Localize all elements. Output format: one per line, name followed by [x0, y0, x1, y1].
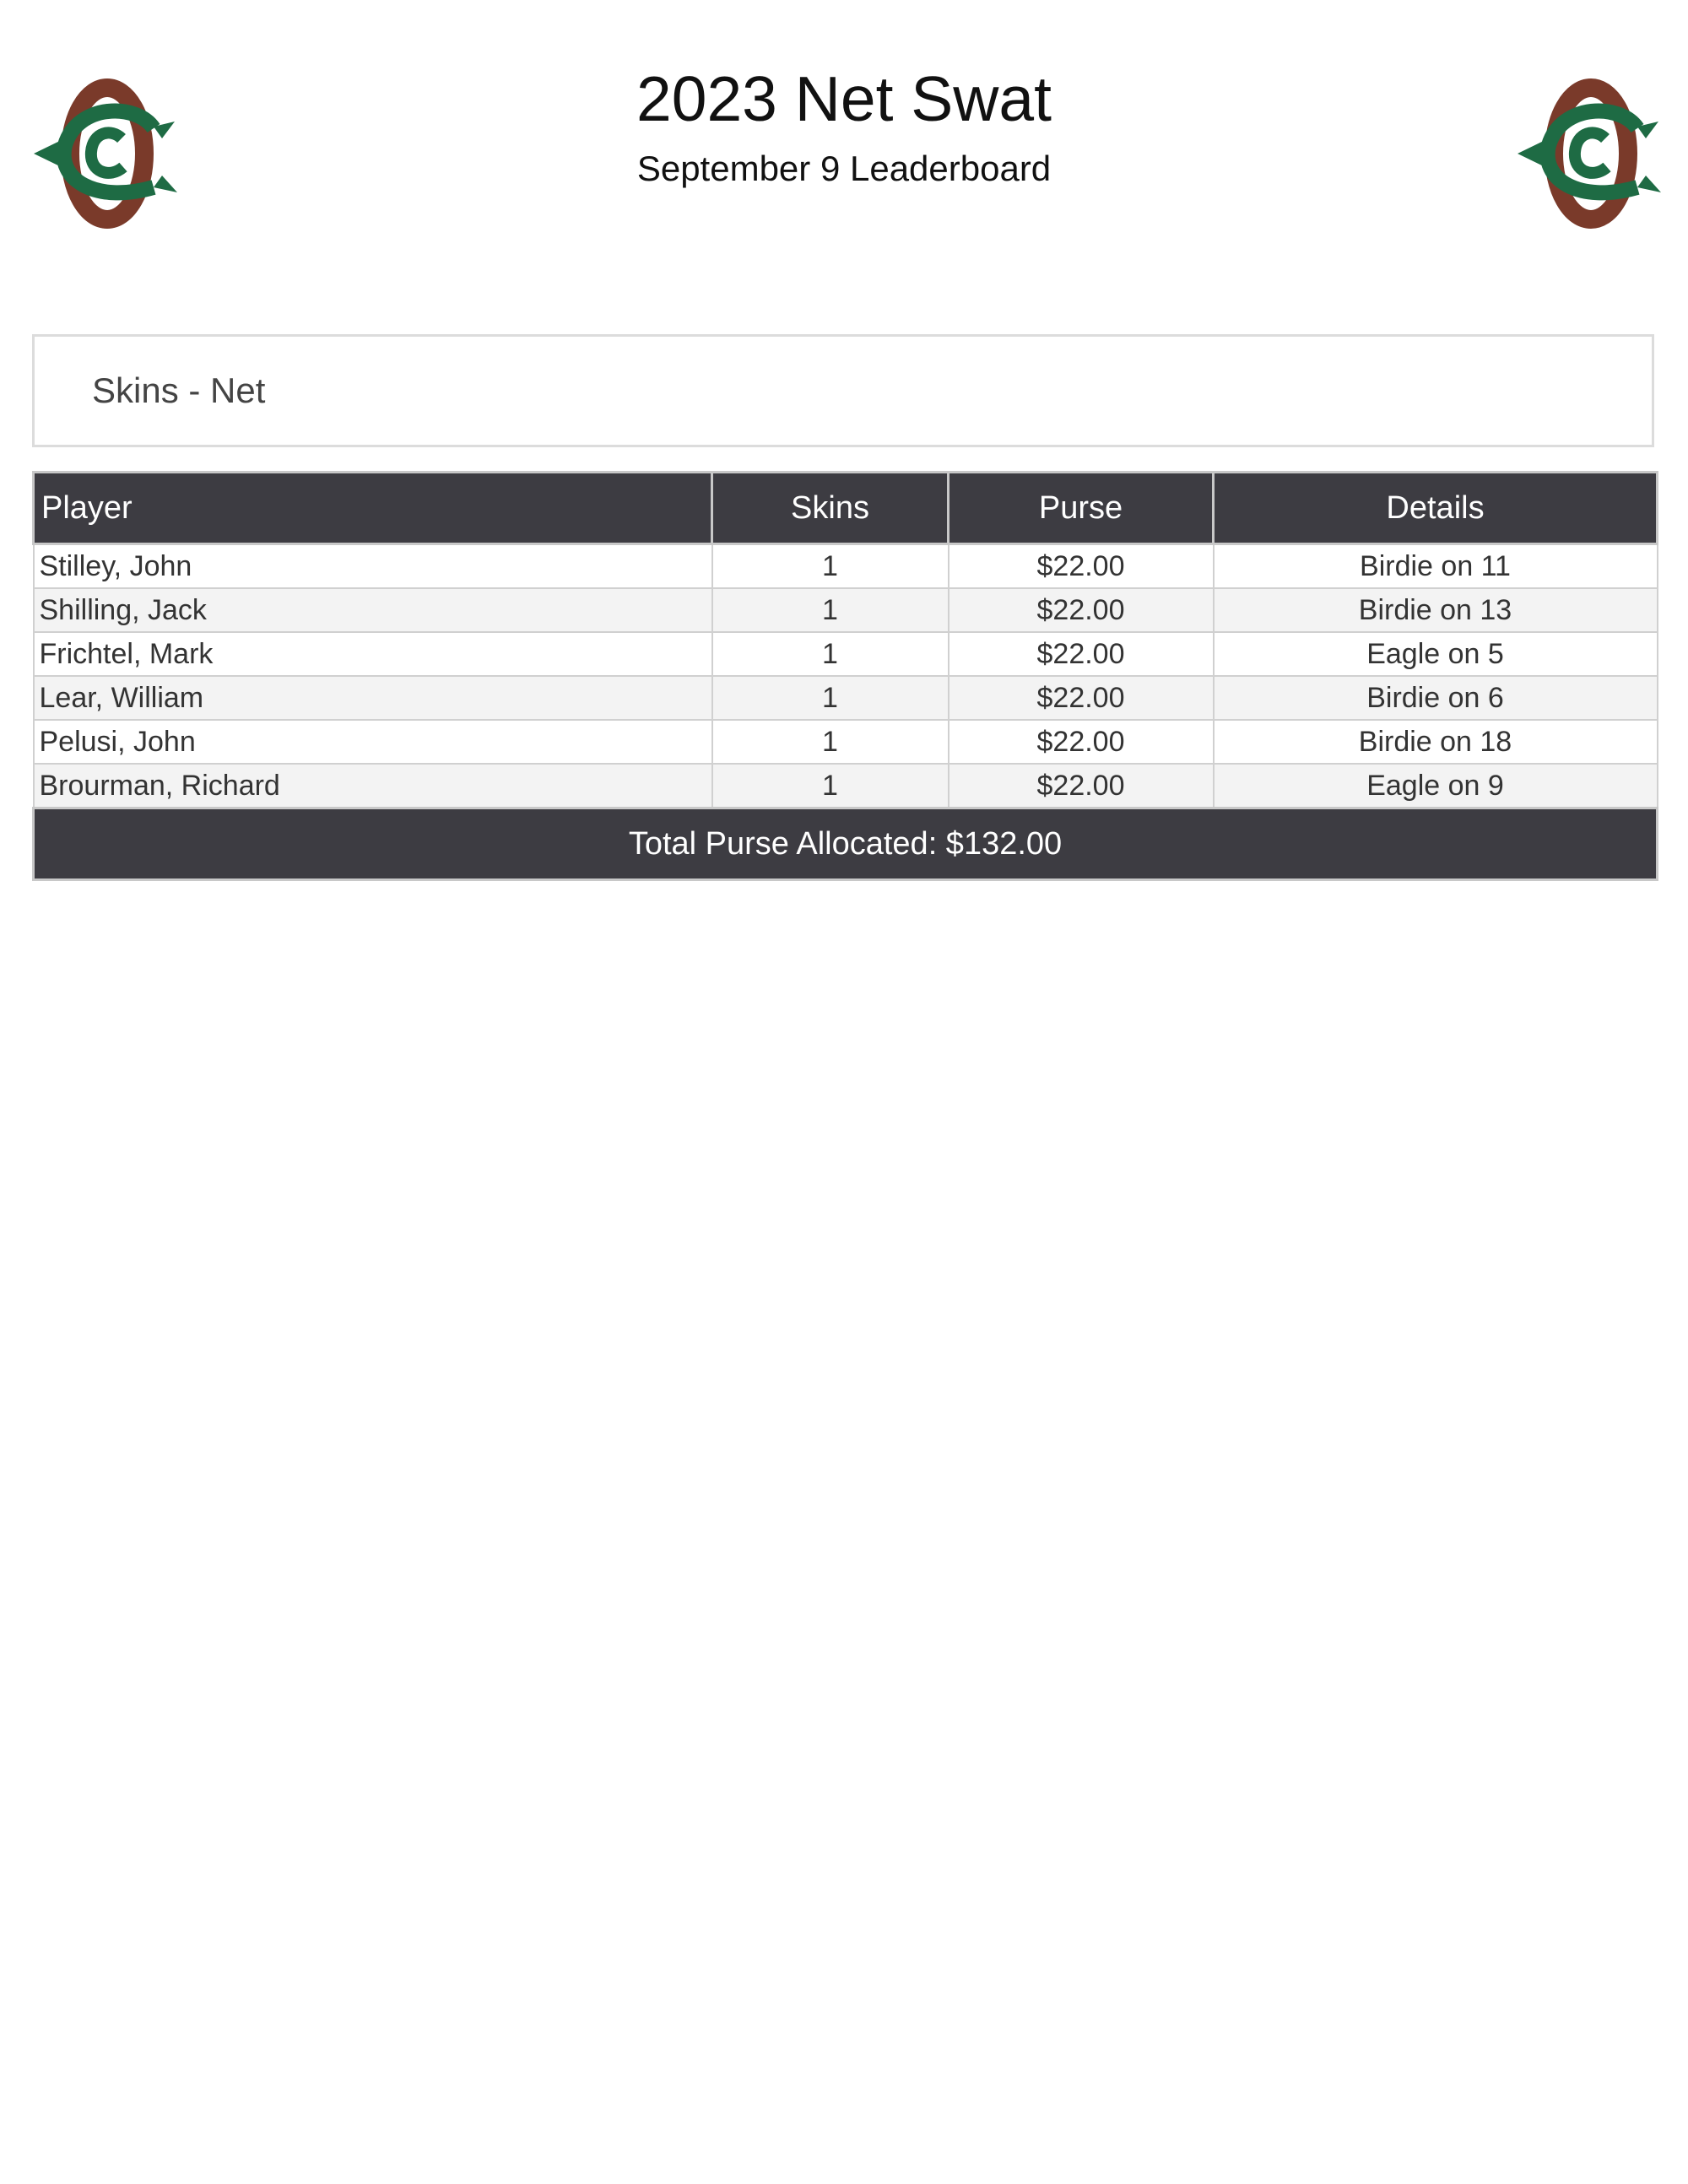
table-row [34, 676, 1658, 720]
details-cell: Birdie on 18 [1214, 720, 1658, 764]
column-header-skins: Skins [712, 473, 949, 544]
leaderboard-table [32, 471, 1658, 881]
skins-cell: 1 [712, 720, 949, 764]
details-cell: Birdie on 11 [1214, 544, 1658, 589]
purse-cell: $22.00 [949, 720, 1214, 764]
section-title: Skins - Net [92, 370, 266, 410]
player-cell: Lear, William [34, 676, 712, 720]
player-cell: Frichtel, Mark [34, 632, 712, 676]
section-header [32, 334, 1654, 447]
purse-cell: $22.00 [949, 764, 1214, 808]
details-cell: Eagle on 9 [1214, 764, 1658, 808]
page-title: 2023 Net Swat [636, 63, 1052, 134]
player-cell: Shilling, Jack [34, 588, 712, 632]
table-row [34, 632, 1658, 676]
table-row [34, 544, 1658, 589]
table-footer-row [34, 808, 1658, 880]
column-header-details: Details [1214, 473, 1658, 544]
page-subtitle: September 9 Leaderboard [636, 149, 1052, 188]
player-cell: Pelusi, John [34, 720, 712, 764]
purse-cell: $22.00 [949, 588, 1214, 632]
skins-cell: 1 [712, 544, 949, 589]
player-cell: Stilley, John [34, 544, 712, 589]
table-row [34, 764, 1658, 808]
details-cell: Eagle on 5 [1214, 632, 1658, 676]
table-row [34, 588, 1658, 632]
total-purse: Total Purse Allocated: $132.00 [34, 808, 1658, 880]
details-cell: Birdie on 6 [1214, 676, 1658, 720]
skins-cell: 1 [712, 588, 949, 632]
table-row [34, 720, 1658, 764]
column-header-player: Player [34, 473, 712, 544]
skins-cell: 1 [712, 764, 949, 808]
purse-cell: $22.00 [949, 632, 1214, 676]
details-cell: Birdie on 13 [1214, 588, 1658, 632]
skins-cell: 1 [712, 632, 949, 676]
skins-cell: 1 [712, 676, 949, 720]
player-cell: Brourman, Richard [34, 764, 712, 808]
column-header-purse: Purse [949, 473, 1214, 544]
table-header-row [34, 473, 1658, 544]
purse-cell: $22.00 [949, 676, 1214, 720]
purse-cell: $22.00 [949, 544, 1214, 589]
